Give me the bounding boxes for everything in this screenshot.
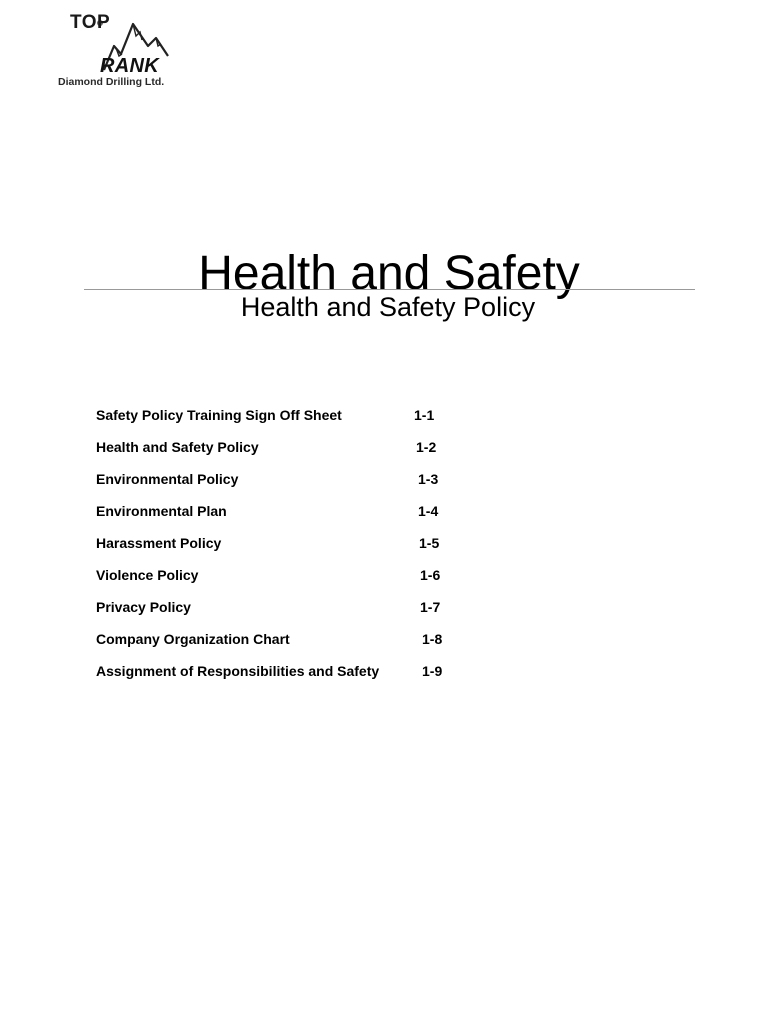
toc-item (96, 565, 496, 585)
logo-text-rank: RANK (100, 55, 159, 77)
document-subtitle: Health and Safety Policy (240, 292, 536, 322)
title-divider (84, 289, 695, 290)
toc-item-page: 1-5 (419, 535, 440, 551)
toc-item (96, 405, 496, 425)
toc-item-page: 1-9 (422, 663, 443, 679)
toc-item-label: Company Organization Chart (96, 631, 290, 647)
toc-item-page: 1-4 (418, 503, 439, 519)
toc-item-label: Harassment Policy (96, 535, 222, 551)
toc-item-page: 1-8 (422, 631, 443, 647)
toc-item (96, 597, 496, 617)
toc-item-label: Health and Safety Policy (96, 439, 259, 455)
toc-item-label: Privacy Policy (96, 599, 191, 615)
toc-item-label: Assignment of Responsibilities and Safety (96, 663, 380, 679)
toc-item-page: 1-3 (418, 471, 439, 487)
toc-item-page: 1-1 (414, 407, 435, 423)
toc-item-page: 1-6 (420, 567, 441, 583)
document-title: Health and Safety (198, 247, 580, 301)
toc-item (96, 501, 496, 521)
company-logo (56, 10, 186, 90)
toc-item-page: 1-7 (420, 599, 441, 615)
logo-text-top: TOP (70, 12, 111, 33)
toc-item-label: Violence Policy (96, 567, 199, 583)
toc-item (96, 437, 496, 457)
logo-company-name: Diamond Drilling Ltd. (58, 76, 165, 88)
toc-item (96, 629, 496, 649)
toc-item (96, 469, 496, 489)
toc-item-label: Environmental Policy (96, 471, 239, 487)
toc-item-page: 1-2 (416, 439, 437, 455)
toc-item (96, 661, 496, 681)
toc-item (96, 533, 496, 553)
toc-item-label: Environmental Plan (96, 503, 227, 519)
toc-item-label: Safety Policy Training Sign Off Sheet (96, 407, 342, 423)
